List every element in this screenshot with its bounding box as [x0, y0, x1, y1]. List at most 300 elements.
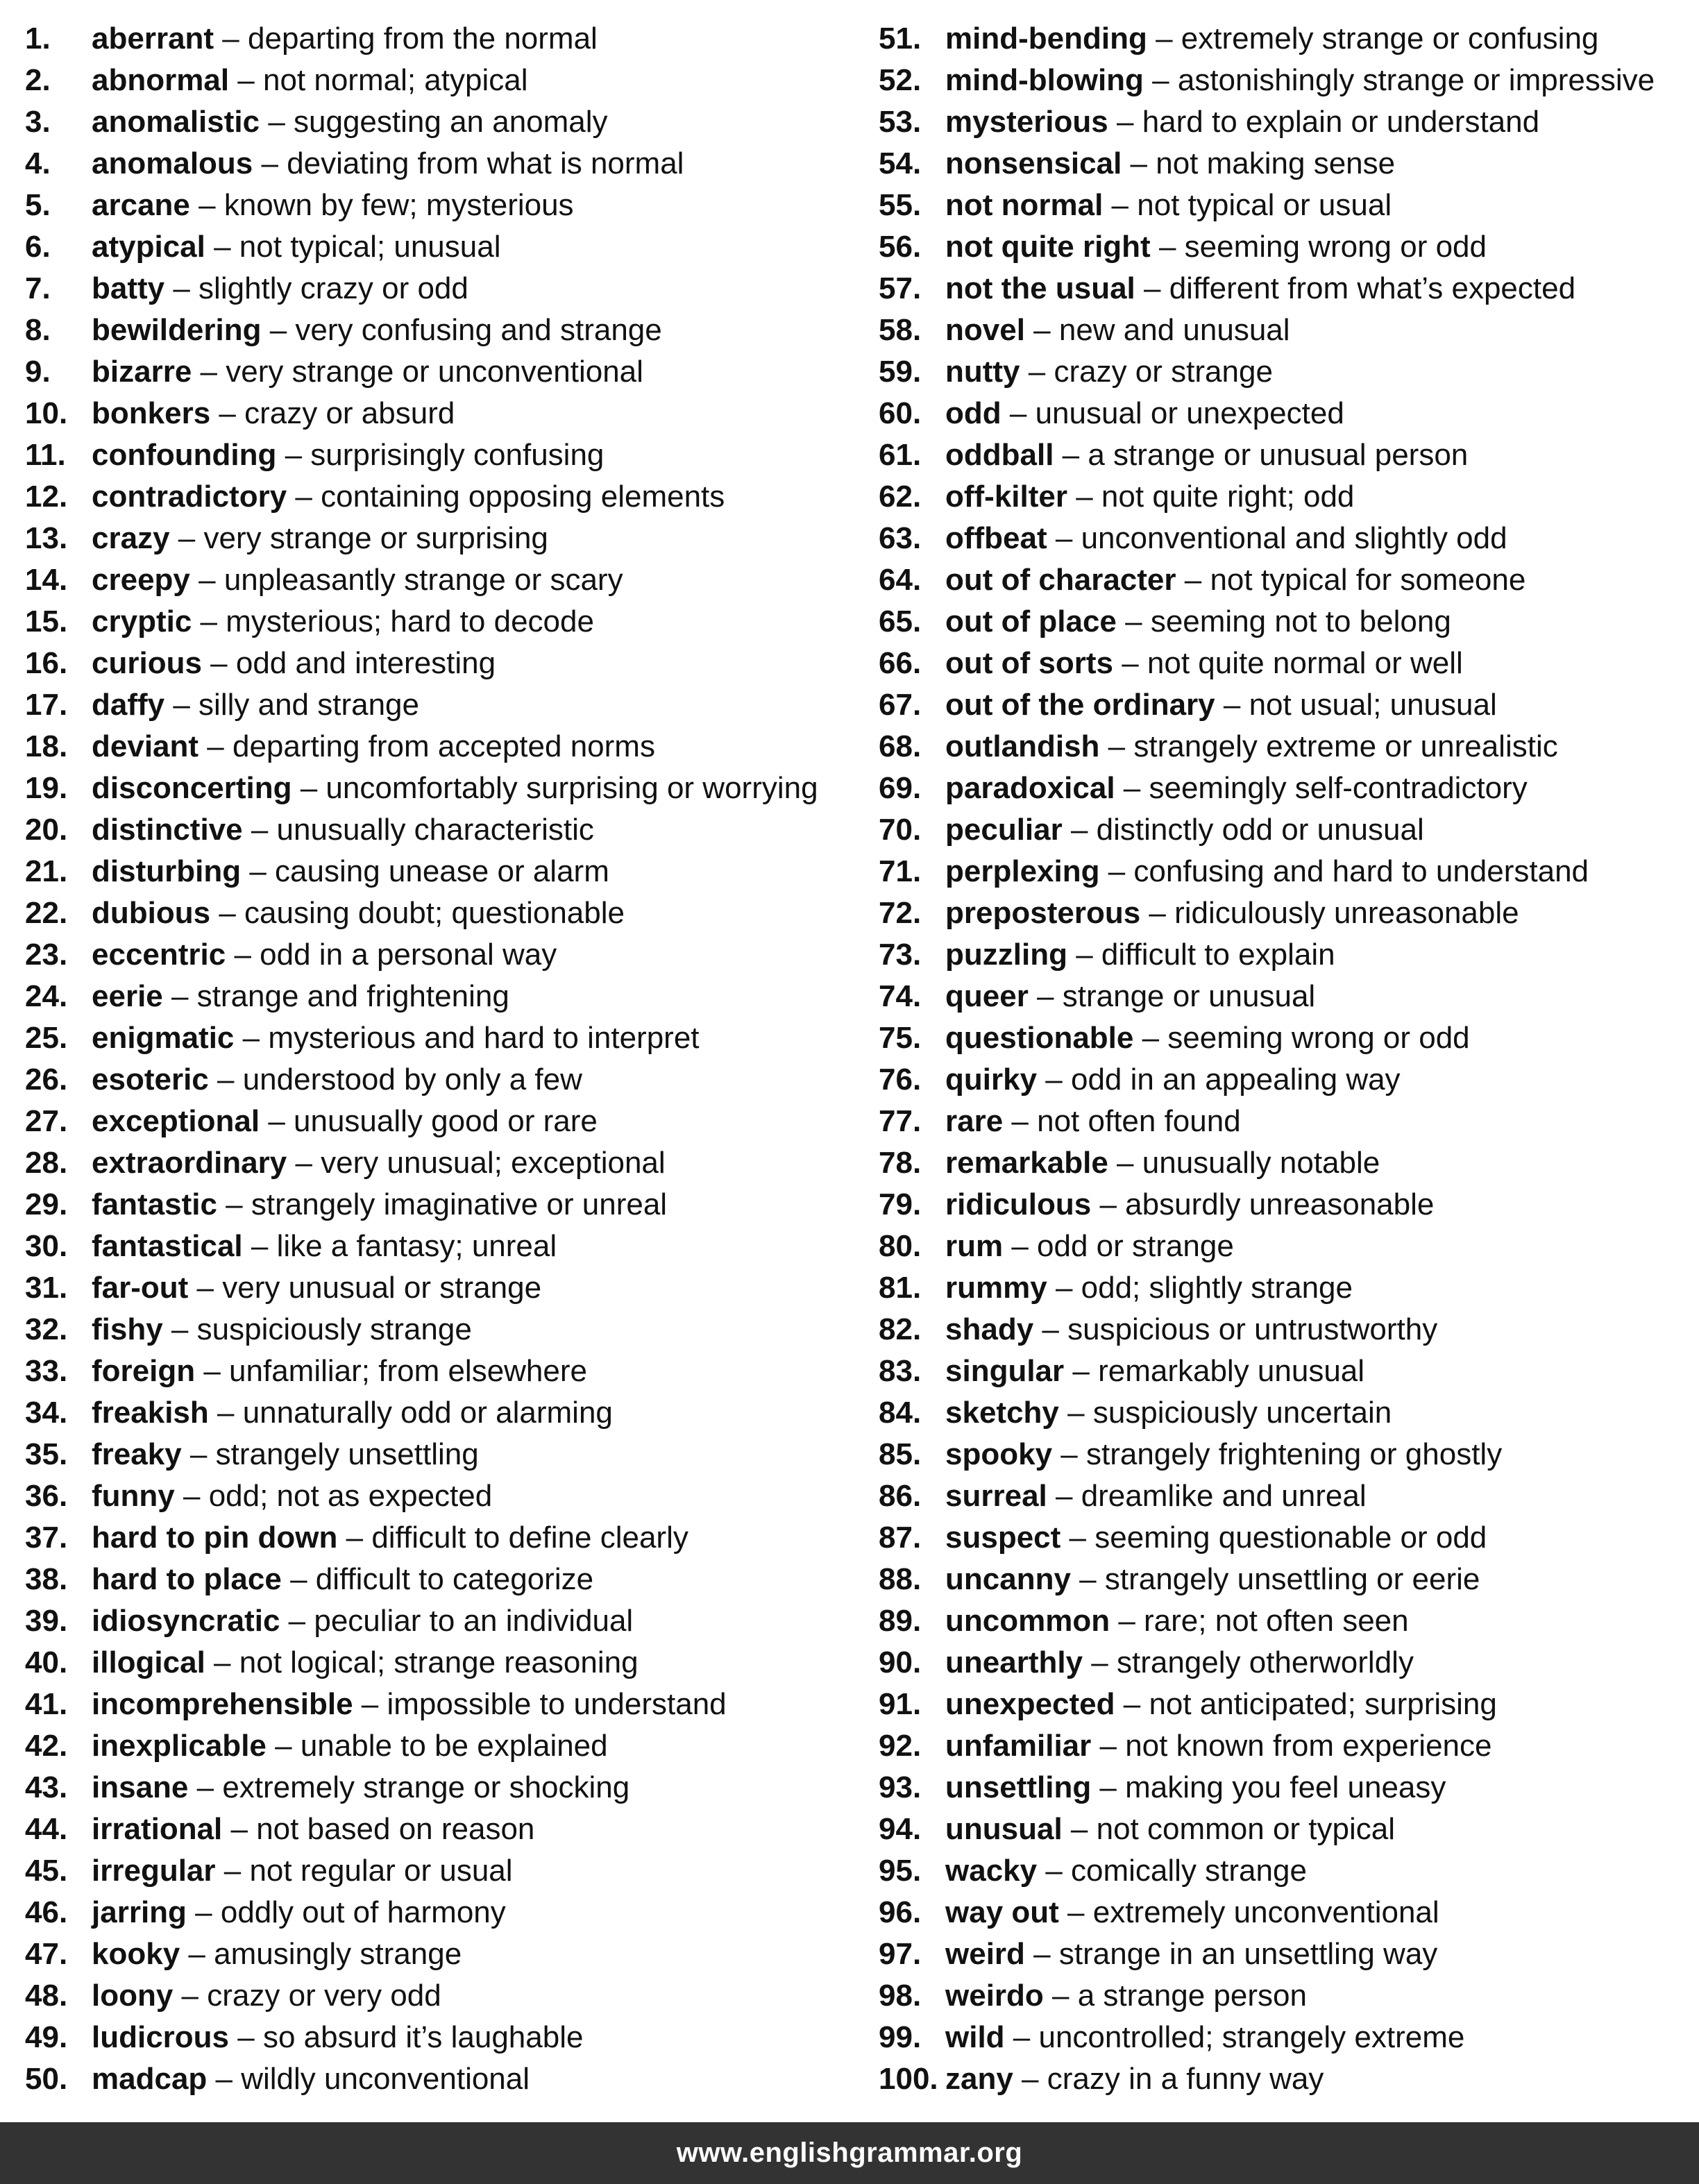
item-body — [945, 851, 1589, 892]
item-body — [945, 1642, 1414, 1684]
item-body — [945, 934, 1335, 976]
item-number: 34. — [25, 1396, 68, 1430]
item-body — [945, 1892, 1439, 1933]
item-number: 1. — [25, 22, 51, 56]
item-term: anomalous — [92, 146, 253, 180]
item-definition: peculiar to an individual — [314, 1604, 634, 1638]
item-definition: not typical; unusual — [239, 230, 501, 264]
item-body — [945, 1850, 1307, 1892]
item-term: esoteric — [92, 1063, 209, 1097]
item-term: queer — [945, 979, 1029, 1013]
list-item — [25, 518, 858, 559]
item-body — [92, 1600, 633, 1642]
item-number: 94. — [879, 1812, 922, 1846]
item-term: foreign — [92, 1354, 196, 1388]
item-number: 22. — [25, 896, 68, 930]
item-definition: suspicious or untrustworthy — [1067, 1312, 1438, 1346]
item-definition: causing unease or alarm — [275, 854, 609, 888]
item-number: 30. — [25, 1229, 68, 1263]
item-term: out of the ordinary — [945, 688, 1215, 722]
item-number: 66. — [879, 646, 922, 680]
list-item — [879, 1684, 1691, 1725]
item-definition: difficult to explain — [1101, 938, 1335, 972]
list-item — [879, 1559, 1691, 1600]
item-term: bizarre — [92, 355, 192, 389]
list-item — [25, 101, 858, 143]
item-definition: seemingly self-contradictory — [1149, 771, 1528, 805]
item-term: fantastical — [92, 1229, 243, 1263]
item-definition: not common or typical — [1096, 1812, 1396, 1846]
item-number: 41. — [25, 1687, 68, 1721]
item-body — [92, 1684, 727, 1725]
item-body — [92, 1642, 639, 1684]
item-body — [92, 768, 818, 809]
item-separator: – — [1062, 1812, 1097, 1846]
list-item — [879, 809, 1691, 851]
item-separator: – — [205, 1645, 239, 1679]
item-definition: crazy in a funny way — [1047, 2062, 1324, 2096]
item-separator: – — [253, 146, 287, 180]
item-term: freakish — [92, 1396, 209, 1430]
item-body — [945, 476, 1354, 518]
item-body — [945, 2017, 1464, 2058]
item-separator: – — [1054, 438, 1088, 472]
item-body — [945, 518, 1507, 559]
item-separator: – — [1001, 396, 1036, 430]
item-separator: – — [1115, 1687, 1149, 1721]
list-item — [879, 1142, 1691, 1184]
item-body — [945, 351, 1273, 393]
item-number: 45. — [25, 1854, 68, 1888]
item-number: 81. — [879, 1271, 922, 1305]
item-definition: not usual; unusual — [1249, 688, 1497, 722]
item-separator: – — [181, 1437, 216, 1471]
list-item — [25, 1684, 858, 1725]
item-body — [92, 1517, 688, 1559]
item-separator: – — [215, 1854, 250, 1888]
item-term: daffy — [92, 688, 165, 722]
item-term: puzzling — [945, 938, 1067, 972]
item-separator: – — [1064, 1354, 1099, 1388]
item-number: 93. — [879, 1770, 922, 1804]
item-definition: odd; slightly strange — [1081, 1271, 1353, 1305]
item-body — [92, 1892, 506, 1933]
item-separator: – — [210, 896, 245, 930]
item-number: 59. — [879, 355, 922, 389]
item-body — [945, 226, 1487, 268]
item-body — [945, 726, 1558, 768]
item-definition: a strange or unusual person — [1088, 438, 1469, 472]
list-item — [25, 1434, 858, 1475]
item-term: spooky — [945, 1437, 1053, 1471]
item-body — [92, 2017, 583, 2058]
item-body — [92, 934, 557, 976]
list-item — [25, 643, 858, 684]
list-item — [879, 518, 1691, 559]
list-item — [25, 809, 858, 851]
item-definition: suspiciously uncertain — [1092, 1396, 1392, 1430]
item-body — [92, 1767, 629, 1809]
item-term: disturbing — [92, 854, 242, 888]
item-body — [92, 518, 548, 559]
item-number: 60. — [879, 396, 922, 430]
item-definition: very confusing and strange — [295, 313, 662, 347]
item-body — [945, 310, 1290, 351]
item-definition: mysterious and hard to interpret — [268, 1021, 700, 1055]
item-separator: – — [210, 396, 245, 430]
list-item — [25, 1309, 858, 1351]
item-body — [92, 310, 662, 351]
item-separator: – — [1091, 1770, 1126, 1804]
item-number: 24. — [25, 979, 68, 1013]
item-separator: – — [1020, 355, 1054, 389]
item-body — [945, 1975, 1307, 2017]
item-separator: – — [180, 1937, 214, 1971]
item-term: out of sorts — [945, 646, 1113, 680]
item-number: 88. — [879, 1562, 922, 1596]
list-item — [879, 1059, 1691, 1101]
item-definition: seeming not to belong — [1150, 604, 1451, 638]
item-definition: deviating from what is normal — [287, 146, 684, 180]
item-number: 80. — [879, 1229, 922, 1263]
item-definition: extremely unconventional — [1092, 1895, 1439, 1929]
item-separator: – — [1024, 313, 1059, 347]
item-definition: unconventional and slightly odd — [1081, 521, 1507, 555]
item-term: atypical — [92, 230, 205, 264]
item-separator: – — [1115, 771, 1149, 805]
item-term: incomprehensible — [92, 1687, 353, 1721]
item-separator: – — [1122, 146, 1156, 180]
list-item — [879, 1101, 1691, 1142]
item-definition: not typical for someone — [1210, 563, 1526, 597]
item-body — [945, 2058, 1324, 2100]
item-definition: comically strange — [1071, 1854, 1307, 1888]
item-number: 20. — [25, 813, 68, 847]
item-separator: – — [1067, 938, 1101, 972]
item-definition: confusing and hard to understand — [1133, 854, 1589, 888]
list-item — [25, 934, 858, 976]
item-body — [92, 1184, 667, 1226]
item-separator: – — [1003, 1229, 1038, 1263]
list-item — [879, 643, 1691, 684]
item-number: 26. — [25, 1063, 68, 1097]
item-body — [945, 1226, 1234, 1267]
item-definition: dreamlike and unreal — [1081, 1479, 1367, 1513]
item-definition: departing from accepted norms — [232, 729, 655, 763]
item-separator: – — [229, 2020, 263, 2054]
item-number: 96. — [879, 1895, 922, 1929]
item-separator: – — [1099, 729, 1134, 763]
item-term: nutty — [945, 355, 1020, 389]
list-item — [879, 1517, 1691, 1559]
item-body — [92, 1101, 598, 1142]
item-term: out of character — [945, 563, 1176, 597]
list-item — [25, 393, 858, 434]
item-definition: strange in an unsettling way — [1058, 1937, 1438, 1971]
list-item — [25, 1101, 858, 1142]
item-term: loony — [92, 1979, 174, 2013]
item-term: unfamiliar — [945, 1729, 1092, 1763]
list-item — [25, 1017, 858, 1059]
list-item — [879, 185, 1691, 226]
list-item — [879, 226, 1691, 268]
list-item — [879, 892, 1691, 934]
item-term: dubious — [92, 896, 211, 930]
item-number: 58. — [879, 313, 922, 347]
item-body — [945, 1142, 1380, 1184]
item-body — [945, 601, 1451, 643]
item-term: batty — [92, 271, 165, 305]
item-term: nonsensical — [945, 146, 1122, 180]
item-separator: – — [207, 2062, 242, 2096]
item-number: 12. — [25, 480, 68, 514]
item-separator: – — [226, 938, 260, 972]
item-body — [92, 976, 509, 1017]
list-item — [879, 1184, 1691, 1226]
item-term: creepy — [92, 563, 190, 597]
item-body — [92, 1725, 608, 1767]
item-definition: remarkably unusual — [1098, 1354, 1365, 1388]
item-term: freaky — [92, 1437, 182, 1471]
item-term: kooky — [92, 1937, 180, 1971]
item-term: off-kilter — [945, 480, 1067, 514]
item-separator: – — [1103, 188, 1138, 222]
item-term: eccentric — [92, 938, 226, 972]
list-item — [879, 101, 1691, 143]
item-separator: – — [1070, 1562, 1105, 1596]
item-separator: – — [287, 1146, 321, 1180]
item-body — [92, 1809, 534, 1850]
item-number: 68. — [879, 729, 922, 763]
item-number: 39. — [25, 1604, 68, 1638]
item-number: 42. — [25, 1729, 68, 1763]
item-definition: odd in an appealing way — [1070, 1063, 1401, 1097]
list-item — [25, 226, 858, 268]
item-separator: – — [1058, 1396, 1093, 1430]
list-item — [879, 559, 1691, 601]
item-number: 64. — [879, 563, 922, 597]
item-term: fishy — [92, 1312, 163, 1346]
item-separator: – — [186, 1895, 221, 1929]
list-item — [25, 1351, 858, 1392]
item-number: 17. — [25, 688, 68, 722]
item-body — [945, 101, 1539, 143]
item-body — [945, 559, 1525, 601]
item-separator: – — [1215, 688, 1249, 722]
item-term: distinctive — [92, 813, 243, 847]
item-definition: strangely otherworldly — [1116, 1645, 1414, 1679]
item-separator: – — [217, 1187, 251, 1221]
item-body — [92, 809, 594, 851]
list-item — [25, 976, 858, 1017]
item-number: 57. — [879, 271, 922, 305]
item-number: 15. — [25, 604, 68, 638]
item-number: 77. — [879, 1104, 922, 1138]
item-term: perplexing — [945, 854, 1100, 888]
item-term: singular — [945, 1354, 1065, 1388]
item-definition: odd or strange — [1037, 1229, 1234, 1263]
list-item — [879, 851, 1691, 892]
item-number: 54. — [879, 146, 922, 180]
item-term: fantastic — [92, 1187, 217, 1221]
item-number: 23. — [25, 938, 68, 972]
item-term: illogical — [92, 1645, 205, 1679]
item-separator: – — [1108, 1146, 1142, 1180]
item-body — [92, 1975, 441, 2017]
item-number: 21. — [25, 854, 68, 888]
item-separator: – — [1028, 979, 1063, 1013]
item-number: 74. — [879, 979, 922, 1013]
list-item — [25, 851, 858, 892]
item-term: sketchy — [945, 1396, 1059, 1430]
item-term: enigmatic — [92, 1021, 235, 1055]
item-number: 95. — [879, 1854, 922, 1888]
item-separator: – — [291, 771, 326, 805]
item-body — [92, 851, 609, 892]
footer-url[interactable]: www.englishgrammar.org — [676, 2138, 1023, 2168]
item-number: 63. — [879, 521, 922, 555]
list-item — [25, 1767, 858, 1809]
item-body — [945, 768, 1528, 809]
item-separator: – — [1058, 1895, 1093, 1929]
item-body — [92, 1226, 557, 1267]
item-number: 73. — [879, 938, 922, 972]
item-definition: strangely extreme or unrealistic — [1133, 729, 1558, 763]
item-definition: not anticipated; surprising — [1149, 1687, 1497, 1721]
item-number: 27. — [25, 1104, 68, 1138]
item-term: peculiar — [945, 813, 1063, 847]
item-body — [945, 1392, 1392, 1434]
item-term: shady — [945, 1312, 1034, 1346]
item-separator: – — [222, 1812, 257, 1846]
list-item — [879, 143, 1691, 185]
list-item — [25, 1642, 858, 1684]
item-body — [945, 809, 1424, 851]
list-item — [25, 1226, 858, 1267]
item-definition: very unusual or strange — [222, 1271, 542, 1305]
item-separator: – — [1116, 604, 1151, 638]
item-definition: very unusual; exceptional — [321, 1146, 666, 1180]
item-body — [945, 1517, 1487, 1559]
item-number: 71. — [879, 854, 922, 888]
list-item — [25, 1600, 858, 1642]
item-separator: – — [1062, 813, 1097, 847]
item-separator: – — [1135, 271, 1169, 305]
item-number: 29. — [25, 1187, 68, 1221]
item-separator: – — [189, 563, 224, 597]
item-number: 97. — [879, 1937, 922, 1971]
list-item — [879, 1850, 1691, 1892]
item-number: 33. — [25, 1354, 68, 1388]
item-definition: causing doubt; questionable — [244, 896, 625, 930]
list-item — [25, 268, 858, 310]
item-body — [92, 226, 500, 268]
list-item — [879, 1767, 1691, 1809]
item-definition: unnaturally odd or alarming — [242, 1396, 613, 1430]
list-item — [25, 1475, 858, 1517]
list-item — [879, 1434, 1691, 1475]
item-term: not the usual — [945, 271, 1135, 305]
list-item — [25, 601, 858, 643]
item-definition: unusual or unexpected — [1035, 396, 1344, 430]
item-term: idiosyncratic — [92, 1604, 280, 1638]
item-body — [92, 601, 594, 643]
item-body — [945, 1725, 1491, 1767]
item-term: out of place — [945, 604, 1117, 638]
item-term: suspect — [945, 1521, 1061, 1555]
item-body — [92, 1933, 462, 1975]
item-separator: – — [260, 1104, 294, 1138]
item-separator: – — [169, 521, 204, 555]
item-body — [92, 1142, 666, 1184]
item-separator: – — [174, 1479, 209, 1513]
item-number: 28. — [25, 1146, 68, 1180]
item-definition: unpleasantly strange or scary — [223, 563, 623, 597]
item-number: 91. — [879, 1687, 922, 1721]
item-separator: – — [1108, 105, 1142, 139]
item-number: 46. — [25, 1895, 68, 1929]
item-separator: – — [242, 1229, 277, 1263]
item-number: 44. — [25, 1812, 68, 1846]
item-number: 87. — [879, 1521, 922, 1555]
item-definition: odd and interesting — [235, 646, 496, 680]
item-definition: very strange or unconventional — [226, 355, 643, 389]
item-term: hard to place — [92, 1562, 282, 1596]
item-term: extraordinary — [92, 1146, 287, 1180]
list-item — [25, 476, 858, 518]
item-body — [945, 268, 1575, 310]
item-number: 86. — [879, 1479, 922, 1513]
item-definition: suspiciously strange — [196, 1312, 472, 1346]
item-term: eerie — [92, 979, 163, 1013]
item-number: 37. — [25, 1521, 68, 1555]
item-body — [945, 1684, 1497, 1725]
item-number: 9. — [25, 355, 51, 389]
item-term: remarkable — [945, 1146, 1108, 1180]
item-definition: suggesting an anomaly — [294, 105, 608, 139]
item-definition: strangely frightening or ghostly — [1085, 1437, 1503, 1471]
list-item — [25, 1850, 858, 1892]
item-number: 90. — [879, 1645, 922, 1679]
item-definition: containing opposing elements — [321, 480, 725, 514]
item-number: 78. — [879, 1146, 922, 1180]
item-definition: strangely unsettling — [215, 1437, 479, 1471]
list-item — [25, 2017, 858, 2058]
item-definition: absurdly unreasonable — [1125, 1187, 1435, 1221]
item-body — [945, 684, 1497, 726]
list-item — [879, 434, 1691, 476]
item-term: inexplicable — [92, 1729, 267, 1763]
list-item — [25, 434, 858, 476]
item-separator: – — [280, 1604, 314, 1638]
item-term: novel — [945, 313, 1025, 347]
item-definition: known by few; mysterious — [223, 188, 574, 222]
item-body — [92, 434, 604, 476]
item-term: zany — [945, 2062, 1013, 2096]
item-term: aberrant — [92, 22, 214, 56]
item-number: 2. — [25, 63, 51, 97]
item-term: ludicrous — [92, 2020, 230, 2054]
item-separator: – — [276, 438, 311, 472]
word-list-column-left — [25, 18, 858, 2100]
item-number: 48. — [25, 1979, 68, 2013]
item-body — [945, 393, 1344, 434]
item-separator: – — [192, 355, 226, 389]
item-term: jarring — [92, 1895, 187, 1929]
item-definition: odd in a personal way — [260, 938, 557, 972]
item-separator: – — [1147, 22, 1181, 56]
list-item — [879, 2058, 1691, 2100]
